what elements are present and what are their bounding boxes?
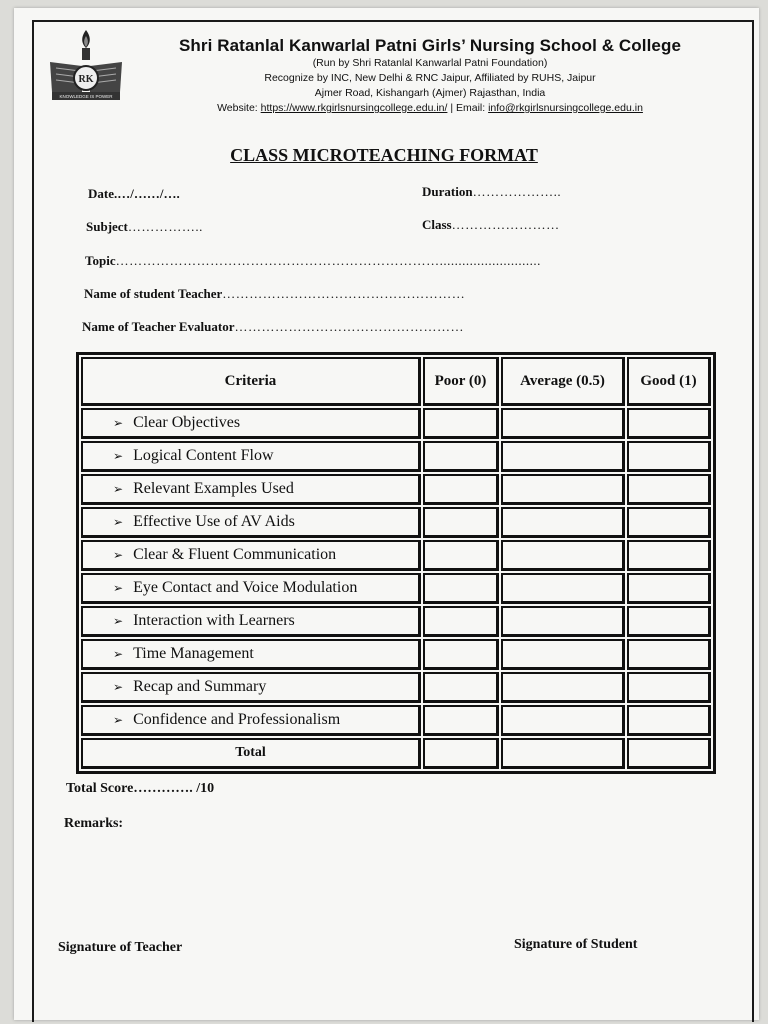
score-cell-poor[interactable] xyxy=(423,672,499,703)
score-cell-average[interactable] xyxy=(501,672,625,703)
arrow-bullet-icon: ➢ xyxy=(113,515,124,529)
criteria-cell xyxy=(81,441,421,472)
class-field[interactable]: Class…………………… xyxy=(422,217,560,232)
form-title: CLASS MICROTEACHING FORMAT xyxy=(230,145,538,165)
criteria-cell xyxy=(81,672,421,703)
total-cell-average[interactable] xyxy=(501,738,625,769)
score-cell-average[interactable] xyxy=(501,540,625,571)
criteria-cell xyxy=(81,408,421,439)
score-cell-poor[interactable] xyxy=(423,474,499,505)
arrow-bullet-icon: ➢ xyxy=(113,647,124,661)
score-cell-average[interactable] xyxy=(501,474,625,505)
criteria-label: Eye Contact and Voice Modulation xyxy=(133,579,358,596)
arrow-bullet-icon: ➢ xyxy=(113,614,124,628)
total-cell-good[interactable] xyxy=(627,738,711,769)
criteria-cell xyxy=(81,573,421,604)
topic-field[interactable]: Topic………………………………………………………………........................... xyxy=(85,253,541,268)
score-cell-average[interactable] xyxy=(501,606,625,637)
run-by: (Run by Shri Ratanlal Kanwarlal Patni Foundation) xyxy=(312,57,548,69)
recognition: Recognize by INC, New Delhi & RNC Jaipur, Affiliated by RUHS, Jaipur xyxy=(264,72,596,84)
score-cell-good[interactable] xyxy=(627,441,711,472)
website-link[interactable]: https://www.rkgirlsnursingcollege.edu.in/ xyxy=(260,102,448,114)
arrow-bullet-icon: ➢ xyxy=(113,482,124,496)
score-cell-average[interactable] xyxy=(501,639,625,670)
score-cell-poor[interactable] xyxy=(423,606,499,637)
score-cell-good[interactable] xyxy=(627,639,711,670)
criteria-label: Relevant Examples Used xyxy=(133,480,294,497)
email-separator: | Email: xyxy=(450,102,486,114)
table-row xyxy=(81,705,711,736)
criteria-label: Effective Use of AV Aids xyxy=(133,513,295,530)
arrow-bullet-icon: ➢ xyxy=(113,680,124,694)
criteria-label: Interaction with Learners xyxy=(133,612,295,629)
total-row xyxy=(81,738,711,769)
score-cell-poor[interactable] xyxy=(423,441,499,472)
table-row xyxy=(81,639,711,670)
arrow-bullet-icon: ➢ xyxy=(113,713,124,727)
letterhead xyxy=(120,36,740,116)
criteria-cell xyxy=(81,507,421,538)
score-cell-good[interactable] xyxy=(627,606,711,637)
table-row xyxy=(81,408,711,439)
remarks-label: Remarks: xyxy=(64,816,124,831)
total-score: Total Score…………. /10 xyxy=(66,781,215,796)
score-cell-average[interactable] xyxy=(501,705,625,736)
criteria-cell xyxy=(81,606,421,637)
table-row xyxy=(81,606,711,637)
contact-line xyxy=(120,101,740,116)
score-cell-good[interactable] xyxy=(627,474,711,505)
criteria-label: Clear Objectives xyxy=(133,414,241,431)
website-label: Website: xyxy=(217,102,258,114)
total-label: Total xyxy=(81,738,421,769)
criteria-cell xyxy=(81,474,421,505)
evaluation-table xyxy=(76,352,716,774)
table-row xyxy=(81,474,711,505)
evaluator-field[interactable]: Name of Teacher Evaluator…………………………………………… xyxy=(82,319,464,334)
table-row xyxy=(81,441,711,472)
logo-motto: KNOWLEDGE IS POWER xyxy=(59,94,113,99)
table-row xyxy=(81,573,711,604)
table-row xyxy=(81,540,711,571)
col-header-good: Good (1) xyxy=(627,357,711,406)
address: Ajmer Road, Kishangarh (Ajmer) Rajasthan, India xyxy=(314,87,546,99)
criteria-cell xyxy=(81,540,421,571)
score-cell-poor[interactable] xyxy=(423,408,499,439)
arrow-bullet-icon: ➢ xyxy=(113,581,124,595)
score-cell-poor[interactable] xyxy=(423,507,499,538)
signature-teacher: Signature of Teacher xyxy=(58,940,183,955)
score-cell-average[interactable] xyxy=(501,408,625,439)
score-cell-average[interactable] xyxy=(501,507,625,538)
score-cell-good[interactable] xyxy=(627,672,711,703)
col-header-average: Average (0.5) xyxy=(501,357,625,406)
score-cell-good[interactable] xyxy=(627,705,711,736)
arrow-bullet-icon: ➢ xyxy=(113,416,124,430)
criteria-label: Time Management xyxy=(133,645,254,662)
score-cell-poor[interactable] xyxy=(423,705,499,736)
score-cell-good[interactable] xyxy=(627,408,711,439)
subject-field[interactable]: Subject…………….. xyxy=(86,219,203,234)
score-cell-poor[interactable] xyxy=(423,540,499,571)
college-logo xyxy=(46,26,126,102)
score-cell-average[interactable] xyxy=(501,441,625,472)
criteria-cell xyxy=(81,705,421,736)
logo-initials: RK xyxy=(78,74,94,85)
score-cell-poor[interactable] xyxy=(423,573,499,604)
criteria-cell xyxy=(81,639,421,670)
duration-field[interactable]: Duration……………….. xyxy=(422,184,562,199)
col-header-criteria: Criteria xyxy=(81,357,421,406)
score-cell-good[interactable] xyxy=(627,507,711,538)
criteria-label: Confidence and Professionalism xyxy=(133,711,341,728)
criteria-label: Recap and Summary xyxy=(133,678,267,695)
org-name: Shri Ratanlal Kanwarlal Patni Girls’ Nursing School & College xyxy=(178,36,682,55)
student-teacher-field[interactable]: Name of student Teacher……………………………………………… xyxy=(84,286,466,301)
criteria-label: Logical Content Flow xyxy=(133,447,274,464)
table-header-row xyxy=(81,357,711,406)
table-row xyxy=(81,507,711,538)
score-cell-good[interactable] xyxy=(627,540,711,571)
col-header-poor: Poor (0) xyxy=(423,357,499,406)
email-link[interactable]: info@rkgirlsnursingcollege.edu.in xyxy=(488,102,643,114)
table-row xyxy=(81,672,711,703)
criteria-label: Clear & Fluent Communication xyxy=(133,546,337,563)
score-cell-poor[interactable] xyxy=(423,639,499,670)
total-cell-poor[interactable] xyxy=(423,738,499,769)
signature-student: Signature of Student xyxy=(514,937,638,952)
date-field[interactable]: Date.…/……/…. xyxy=(88,186,180,201)
score-cell-good[interactable] xyxy=(627,573,711,604)
arrow-bullet-icon: ➢ xyxy=(113,449,124,463)
arrow-bullet-icon: ➢ xyxy=(113,548,124,562)
score-cell-average[interactable] xyxy=(501,573,625,604)
